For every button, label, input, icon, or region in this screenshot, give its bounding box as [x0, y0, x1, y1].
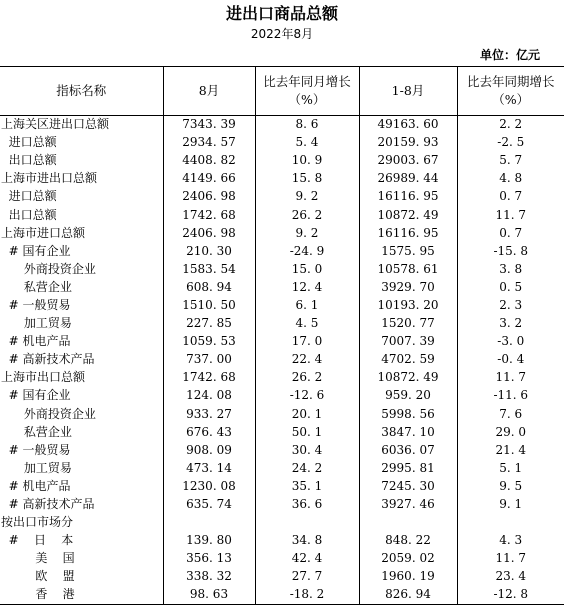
ytd-value-cell	[359, 514, 457, 532]
ytd-value-cell: 10193. 20	[359, 296, 457, 314]
indicator-name-cell: # 国有企业	[1, 388, 71, 403]
month-growth-cell: 35. 1	[255, 477, 359, 495]
ytd-growth-cell: 4. 8	[457, 170, 564, 188]
ytd-growth-cell: -15. 8	[457, 242, 564, 260]
month-growth-cell: 15. 8	[255, 170, 359, 188]
ytd-growth-cell: 11. 7	[457, 369, 564, 387]
table-row	[0, 333, 564, 351]
ytd-value-cell: 959. 20	[359, 387, 457, 405]
ytd-value-cell: 3929. 70	[359, 278, 457, 296]
month-value-cell	[163, 514, 255, 532]
indicator-name-cell: 按出口市场分	[1, 515, 74, 530]
ytd-value-cell: 2995. 81	[359, 459, 457, 477]
ytd-value-cell: 26989. 44	[359, 170, 457, 188]
month-value-cell: 4408. 82	[163, 152, 255, 170]
ytd-value-cell: 826. 94	[359, 586, 457, 604]
ytd-growth-cell: 11. 7	[457, 550, 564, 568]
indicator-name-cell: 外商投资企业	[1, 406, 96, 421]
month-value-cell: 4149. 66	[163, 170, 255, 188]
ytd-growth-cell: 3. 2	[457, 315, 564, 333]
ytd-growth-cell: 3. 8	[457, 260, 564, 278]
header-indicator-name: 指标名称	[0, 67, 163, 116]
table-row	[0, 278, 564, 296]
indicator-name-cell: # 高新技术产品	[1, 497, 95, 512]
table-row	[0, 369, 564, 387]
table-row	[0, 152, 564, 170]
indicator-name-cell: # 机电产品	[1, 334, 71, 349]
ytd-growth-cell: 4. 3	[457, 532, 564, 550]
month-growth-cell: 34. 8	[255, 532, 359, 550]
month-growth-cell: 6. 1	[255, 296, 359, 314]
ytd-growth-cell: 9. 5	[457, 477, 564, 495]
ytd-growth-cell: 29. 0	[457, 423, 564, 441]
month-growth-cell: 27. 7	[255, 568, 359, 586]
month-growth-cell: 9. 2	[255, 188, 359, 206]
table-row	[0, 387, 564, 405]
indicator-name-cell: 进口总额	[1, 189, 57, 204]
table-row	[0, 188, 564, 206]
table-row	[0, 423, 564, 441]
table-body	[0, 116, 564, 605]
month-value-cell: 473. 14	[163, 459, 255, 477]
table-row	[0, 206, 564, 224]
ytd-value-cell: 29003. 67	[359, 152, 457, 170]
table-row	[0, 514, 564, 532]
month-value-cell: 139. 80	[163, 532, 255, 550]
month-growth-cell: 26. 2	[255, 369, 359, 387]
month-value-cell: 210. 30	[163, 242, 255, 260]
table-row	[0, 532, 564, 550]
month-value-cell: 737. 00	[163, 351, 255, 369]
header-month-growth: 比去年同月增长（%）	[255, 67, 359, 116]
ytd-growth-cell	[457, 514, 564, 532]
indicator-name-cell: 欧 盟	[1, 569, 75, 584]
report-period: 2022年8月	[250, 27, 314, 41]
table-row	[0, 351, 564, 369]
ytd-growth-cell: -11. 6	[457, 387, 564, 405]
ytd-value-cell: 4702. 59	[359, 351, 457, 369]
ytd-growth-cell: -3. 0	[457, 333, 564, 351]
month-value-cell: 608. 94	[163, 278, 255, 296]
table-header-row	[0, 67, 564, 116]
indicator-name-cell: 上海市出口总额	[1, 370, 86, 385]
indicator-name-cell: # 一般贸易	[1, 297, 71, 312]
month-value-cell: 1230. 08	[163, 477, 255, 495]
unit-label: 单位：亿元	[479, 48, 540, 62]
ytd-growth-cell: 0. 7	[457, 188, 564, 206]
table-row	[0, 441, 564, 459]
month-growth-cell: 5. 4	[255, 134, 359, 152]
ytd-growth-cell: -2. 5	[457, 134, 564, 152]
ytd-value-cell: 6036. 07	[359, 441, 457, 459]
month-growth-cell: 9. 2	[255, 224, 359, 242]
ytd-growth-cell: 23. 4	[457, 568, 564, 586]
ytd-growth-cell: 11. 7	[457, 206, 564, 224]
ytd-value-cell: 2059. 02	[359, 550, 457, 568]
month-growth-cell: 42. 4	[255, 550, 359, 568]
indicator-name-cell: 加工贸易	[1, 460, 72, 475]
month-growth-cell	[255, 514, 359, 532]
table-row	[0, 550, 564, 568]
table-row	[0, 260, 564, 278]
table-row	[0, 459, 564, 477]
month-growth-cell: 50. 1	[255, 423, 359, 441]
ytd-value-cell: 1520. 77	[359, 315, 457, 333]
table-row	[0, 586, 564, 604]
month-value-cell: 1742. 68	[163, 206, 255, 224]
month-value-cell: 1583. 54	[163, 260, 255, 278]
month-growth-cell: 20. 1	[255, 405, 359, 423]
month-value-cell: 338. 32	[163, 568, 255, 586]
indicator-name-cell: 香 港	[0, 586, 163, 604]
indicator-name-cell: 加工贸易	[1, 316, 72, 331]
month-value-cell: 1510. 50	[163, 296, 255, 314]
ytd-value-cell: 16116. 95	[359, 224, 457, 242]
ytd-growth-cell: 5. 1	[457, 459, 564, 477]
month-growth-cell: 17. 0	[255, 333, 359, 351]
report-title: 进出口商品总额	[225, 4, 338, 23]
month-value-cell: 7343. 39	[163, 116, 255, 134]
month-growth-cell: 15. 0	[255, 260, 359, 278]
table-row	[0, 296, 564, 314]
ytd-value-cell: 10578. 61	[359, 260, 457, 278]
ytd-value-cell: 20159. 93	[359, 134, 457, 152]
ytd-value-cell: 7245. 30	[359, 477, 457, 495]
table-row	[0, 495, 564, 513]
month-value-cell: 2406. 98	[163, 188, 255, 206]
ytd-value-cell: 848. 22	[359, 532, 457, 550]
ytd-value-cell: 5998. 56	[359, 405, 457, 423]
table-row	[0, 477, 564, 495]
indicator-name-cell: 进口总额	[1, 135, 57, 150]
month-value-cell: 1059. 53	[163, 333, 255, 351]
month-value-cell: 933. 27	[163, 405, 255, 423]
month-growth-cell: -12. 6	[255, 387, 359, 405]
indicator-name-cell: # 一般贸易	[1, 442, 71, 457]
ytd-value-cell: 3927. 46	[359, 495, 457, 513]
ytd-growth-cell: 7. 6	[457, 405, 564, 423]
month-value-cell: 676. 43	[163, 423, 255, 441]
month-growth-cell: 4. 5	[255, 315, 359, 333]
month-growth-cell: 22. 4	[255, 351, 359, 369]
indicator-name-cell: 出口总额	[1, 207, 57, 222]
indicator-name-cell: 上海关区进出口总额	[1, 117, 110, 132]
month-growth-cell: 26. 2	[255, 206, 359, 224]
indicator-name-cell: 上海市进口总额	[1, 225, 86, 240]
ytd-value-cell: 1575. 95	[359, 242, 457, 260]
table-row	[0, 405, 564, 423]
month-value-cell: 2934. 57	[163, 134, 255, 152]
ytd-growth-cell: 0. 7	[457, 224, 564, 242]
ytd-growth-cell: 21. 4	[457, 441, 564, 459]
month-growth-cell: 8. 6	[255, 116, 359, 134]
ytd-growth-cell: 2. 3	[457, 296, 564, 314]
indicator-name-cell: 外商投资企业	[1, 261, 96, 276]
ytd-growth-cell: -12. 8	[457, 586, 564, 604]
ytd-growth-cell: -0. 4	[457, 351, 564, 369]
ytd-growth-cell: 9. 1	[457, 495, 564, 513]
ytd-growth-cell: 2. 2	[457, 116, 564, 134]
indicator-name-cell: 私营企业	[1, 424, 72, 439]
month-value-cell: 2406. 98	[163, 224, 255, 242]
ytd-growth-cell: 0. 5	[457, 278, 564, 296]
indicator-name-cell: # 日 本	[1, 533, 74, 548]
ytd-value-cell: 10872. 49	[359, 369, 457, 387]
indicator-name-cell: # 国有企业	[1, 243, 71, 258]
month-growth-cell: 12. 4	[255, 278, 359, 296]
table-row	[0, 568, 564, 586]
table-row	[0, 134, 564, 152]
month-growth-cell: 10. 9	[255, 152, 359, 170]
ytd-value-cell: 1960. 19	[359, 568, 457, 586]
trade-statistics-table	[0, 66, 564, 605]
month-growth-cell: 36. 6	[255, 495, 359, 513]
month-growth-cell: 30. 4	[255, 441, 359, 459]
month-growth-cell: 24. 2	[255, 459, 359, 477]
month-value-cell: 635. 74	[163, 495, 255, 513]
ytd-value-cell: 10872. 49	[359, 206, 457, 224]
month-value-cell: 356. 13	[163, 550, 255, 568]
ytd-value-cell: 3847. 10	[359, 423, 457, 441]
indicator-name-cell: # 机电产品	[1, 478, 71, 493]
month-value-cell: 908. 09	[163, 441, 255, 459]
month-growth-cell: -24. 9	[255, 242, 359, 260]
indicator-name-cell: 出口总额	[1, 153, 57, 168]
header-ytd: 1-8月	[359, 67, 457, 116]
table-row	[0, 170, 564, 188]
table-row	[0, 224, 564, 242]
month-value-cell: 1742. 68	[163, 369, 255, 387]
month-value-cell: 98. 63	[163, 586, 255, 604]
ytd-growth-cell: 5. 7	[457, 152, 564, 170]
table-row	[0, 242, 564, 260]
table-row	[0, 315, 564, 333]
ytd-value-cell: 7007. 39	[359, 333, 457, 351]
indicator-name-cell: # 高新技术产品	[1, 352, 95, 367]
header-ytd-growth: 比去年同期增长（%）	[457, 67, 564, 116]
ytd-value-cell: 49163. 60	[359, 116, 457, 134]
indicator-name-cell: 美 国	[1, 551, 75, 566]
indicator-name-cell: 上海市进出口总额	[1, 171, 98, 186]
month-value-cell: 227. 85	[163, 315, 255, 333]
month-value-cell: 124. 08	[163, 387, 255, 405]
header-month: 8月	[163, 67, 255, 116]
month-growth-cell: -18. 2	[255, 586, 359, 604]
ytd-value-cell: 16116. 95	[359, 188, 457, 206]
indicator-name-cell: 私营企业	[1, 279, 72, 294]
table-row	[0, 116, 564, 134]
